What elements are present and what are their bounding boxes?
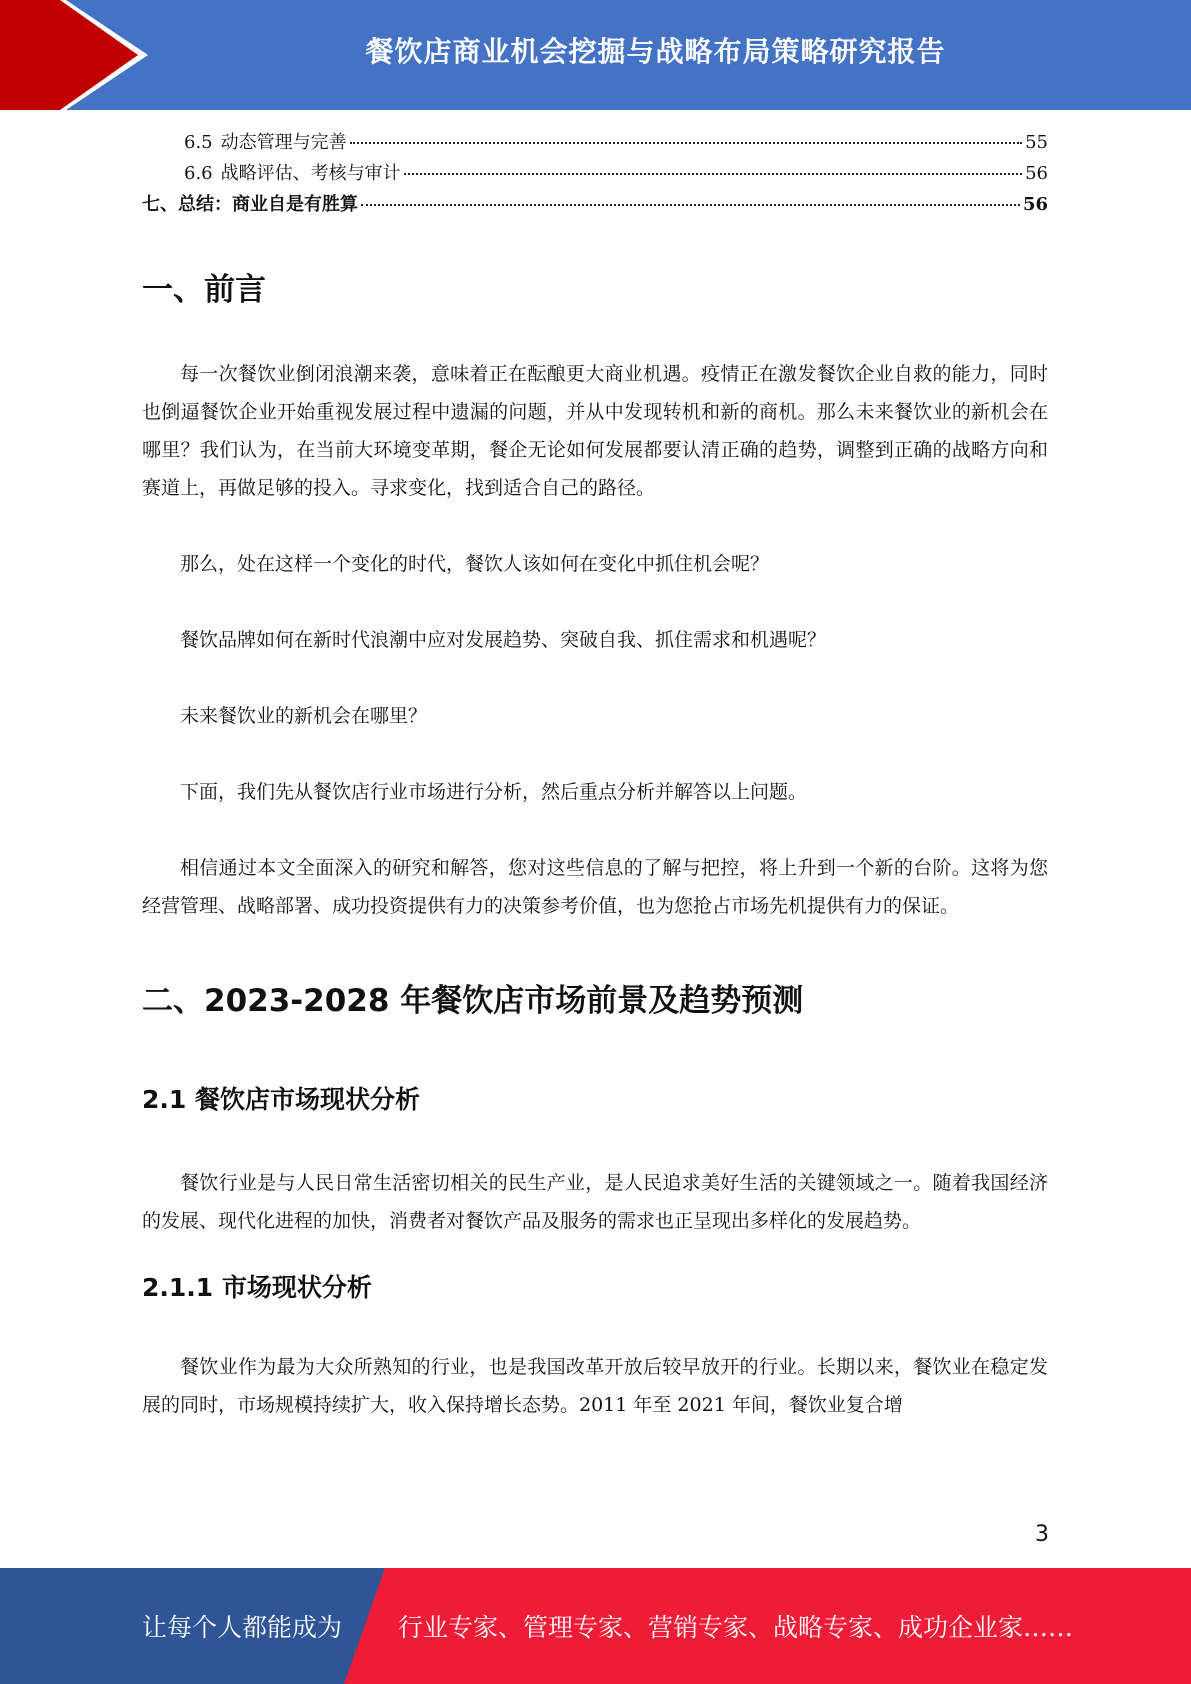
paragraph: 餐饮行业是与人民日常生活密切相关的民生产业，是人民追求美好生活的关键领域之一。随着我国经济的发展、现代化进程的加快，消费者对餐饮产品及服务的需求也正呈现出多样化的发展趋势。 — [142, 1172, 1048, 1232]
paragraph: 餐饮品牌如何在新时代浪潮中应对发展趋势、突破自我、抓住需求和机遇呢？ — [180, 629, 827, 651]
paragraph: 餐饮业作为最为大众所熟知的行业，也是我国改革开放后较早放开的行业。长期以来，餐饮业在稳定发展的同时，市场规模持续扩大，收入保持增长态势。2011 年至 2021 年间，餐饮业复合增 — [142, 1356, 1048, 1416]
toc-leader — [350, 142, 1022, 144]
subsubsection-heading: 2.1.1 市场现状分析 — [142, 1273, 372, 1302]
document-body — [142, 258, 1048, 1424]
toc-leader — [404, 173, 1022, 175]
toc-entry[interactable] — [142, 128, 1048, 159]
toc-number: 6.6 — [184, 163, 213, 184]
toc-label: 动态管理与完善 — [220, 132, 347, 153]
toc-page: 56 — [1022, 194, 1048, 215]
section-heading-forecast: 二、2023-2028 年餐饮店市场前景及趋势预测 — [142, 983, 804, 1019]
paragraph: 相信通过本文全面深入的研究和解答，您对这些信息的了解与把控，将上升到一个新的台阶。这将为您经营管理、战略部署、成功投资提供有力的决策参考价值，也为您抢占市场先机提供有力的保证。 — [142, 857, 1048, 917]
header-title: 餐饮店商业机会挖掘与战略布局策略研究报告 — [365, 35, 946, 68]
footer-slogan-right: 行业专家、管理专家、营销专家、战略专家、成功企业家…… — [398, 1613, 1074, 1642]
toc-leader — [361, 204, 1020, 206]
footer-slogan-left: 让每个人都能成为 — [142, 1613, 343, 1642]
page-footer — [0, 1568, 1191, 1684]
subsection-heading: 2.1 餐饮店市场现状分析 — [142, 1085, 420, 1114]
header-chevron-decoration — [0, 0, 160, 110]
toc-page: 56 — [1025, 163, 1048, 184]
toc-entry[interactable] — [142, 159, 1048, 190]
toc-number: 6.5 — [184, 132, 213, 153]
paragraph: 下面，我们先从餐饮店行业市场进行分析，然后重点分析并解答以上问题。 — [180, 781, 808, 803]
toc — [142, 128, 1048, 221]
paragraph: 未来餐饮业的新机会在哪里？ — [180, 705, 428, 727]
section-heading-intro: 一、前言 — [142, 272, 266, 308]
page-header — [0, 0, 1191, 110]
toc-page: 55 — [1025, 132, 1048, 153]
paragraph: 每一次餐饮业倒闭浪潮来袭，意味着正在酝酿更大商业机遇。疫情正在激发餐饮企业自救的能力，同时也倒逼餐饮企业开始重视发展过程中遗漏的问题，并从中发现转机和新的商机。那么未来餐饮业的新机会在哪里？我们认为，在当前大环境变革期，餐企无论如何发展都要认清正确的趋势，调整到正确的战略方向和赛道上，再做足够的投入。寻求变化，找到适合自己的路径。 — [142, 363, 1048, 499]
toc-label: 战略评估、考核与审计 — [220, 163, 401, 184]
toc-label: 七、总结：商业自是有胜算 — [142, 194, 358, 215]
paragraph: 那么，处在这样一个变化的时代，餐饮人该如何在变化中抓住机会呢？ — [180, 553, 770, 575]
toc-entry[interactable] — [142, 190, 1048, 221]
page-number: 3 — [1035, 1522, 1049, 1547]
